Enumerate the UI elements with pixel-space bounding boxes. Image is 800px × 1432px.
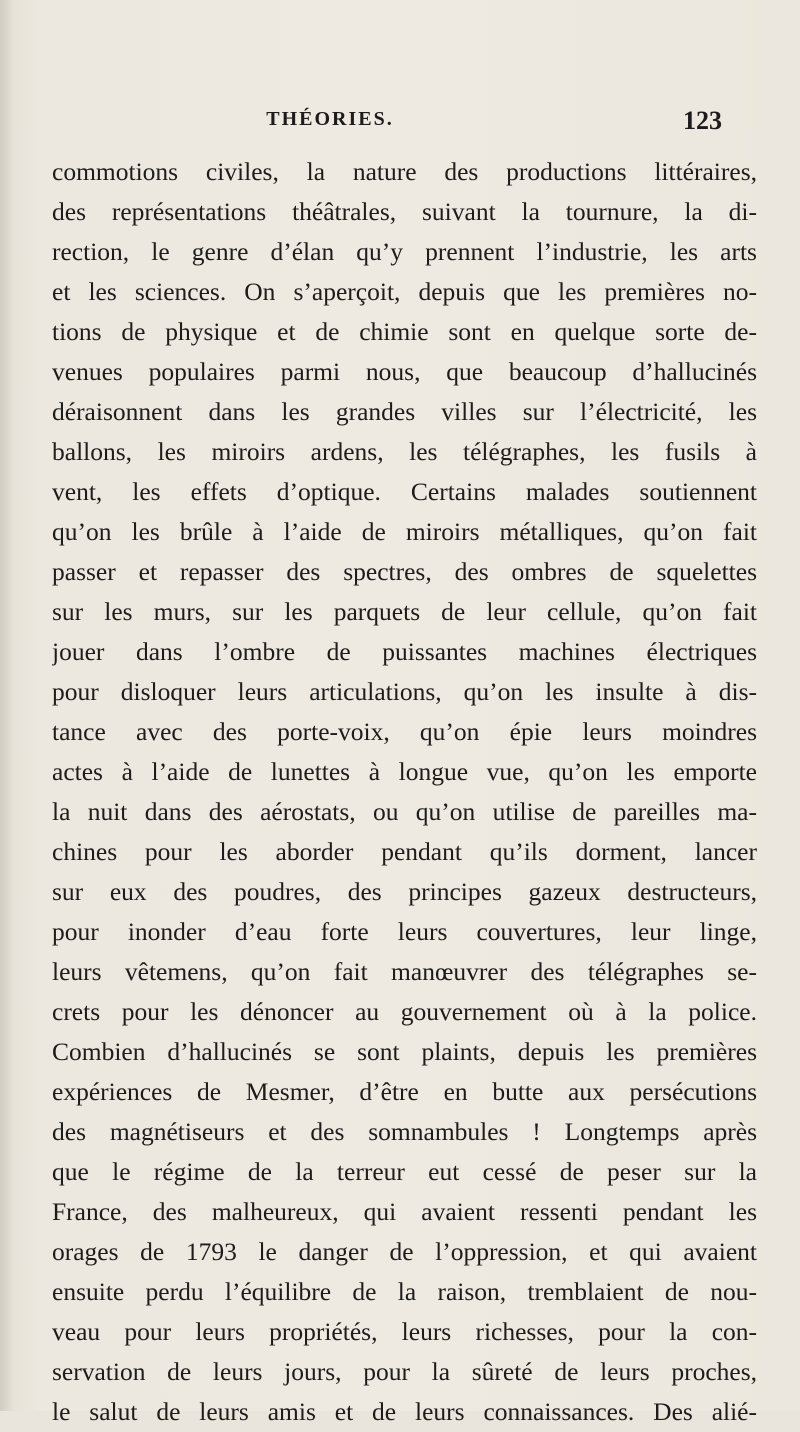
text-line: sur les murs, sur les parquets de leur cellule, qu’on fait (52, 597, 757, 626)
text-line: servation de leurs jours, pour la sûreté de leurs proches, (52, 1357, 757, 1386)
text-line: actes à l’aide de lunettes à longue vue, qu’on les emporte (52, 757, 757, 786)
text-line: expériences de Mesmer, d’être en butte aux persécutions (52, 1077, 757, 1106)
text-line: pour inonder d’eau forte leurs couvertures, leur linge, (52, 917, 757, 946)
text-line: vent, les effets d’optique. Certains malades soutiennent (52, 477, 757, 506)
text-line: venues populaires parmi nous, que beaucoup d’hallucinés (52, 357, 757, 386)
body-text (52, 152, 757, 1432)
text-line: ensuite perdu l’équilibre de la raison, tremblaient de nou- (52, 1277, 757, 1306)
text-line: le salut de leurs amis et de leurs connaissances. Des alié- (52, 1397, 757, 1426)
text-line: jouer dans l’ombre de puissantes machines électriques (52, 637, 757, 666)
text-line: ballons, les miroirs ardens, les télégraphes, les fusils à (52, 437, 757, 466)
text-line: commotions civiles, la nature des productions littéraires, (52, 157, 757, 186)
text-line: chines pour les aborder pendant qu’ils dorment, lancer (52, 837, 757, 866)
running-head: THÉORIES. (266, 108, 394, 130)
text-line: orages de 1793 le danger de l’oppression, et qui avaient (52, 1237, 757, 1266)
text-line: crets pour les dénoncer au gouvernement où à la police. (52, 997, 757, 1026)
text-line: des représentations théâtrales, suivant la tournure, la di- (52, 197, 757, 226)
page-header (0, 106, 800, 136)
text-line: sur eux des poudres, des principes gazeux destructeurs, (52, 877, 757, 906)
text-line: la nuit dans des aérostats, ou qu’on utilise de pareilles ma- (52, 797, 757, 826)
text-line: passer et repasser des spectres, des ombres de squelettes (52, 557, 757, 586)
text-line: Combien d’hallucinés se sont plaints, depuis les premières (52, 1037, 757, 1066)
page-number: 123 (683, 106, 722, 135)
text-line: veau pour leurs propriétés, leurs richesses, pour la con- (52, 1317, 757, 1346)
text-line: qu’on les brûle à l’aide de miroirs métalliques, qu’on fait (52, 517, 757, 546)
text-line: que le régime de la terreur eut cessé de peser sur la (52, 1157, 757, 1186)
text-line: déraisonnent dans les grandes villes sur l’électricité, les (52, 397, 757, 426)
text-line: France, des malheureux, qui avaient ressenti pendant les (52, 1197, 757, 1226)
text-line: des magnétiseurs et des somnambules ! Longtemps après (52, 1117, 757, 1146)
gutter-shadow (0, 0, 14, 1411)
text-line: tions de physique et de chimie sont en quelque sorte de- (52, 317, 757, 346)
text-line: rection, le genre d’élan qu’y prennent l’industrie, les arts (52, 237, 757, 266)
text-line: pour disloquer leurs articulations, qu’on les insulte à dis- (52, 677, 757, 706)
text-line: leurs vêtemens, qu’on fait manœuvrer des télégraphes se- (52, 957, 757, 986)
text-line: et les sciences. On s’aperçoit, depuis que les premières no- (52, 277, 757, 306)
text-line: tance avec des porte-voix, qu’on épie leurs moindres (52, 717, 757, 746)
